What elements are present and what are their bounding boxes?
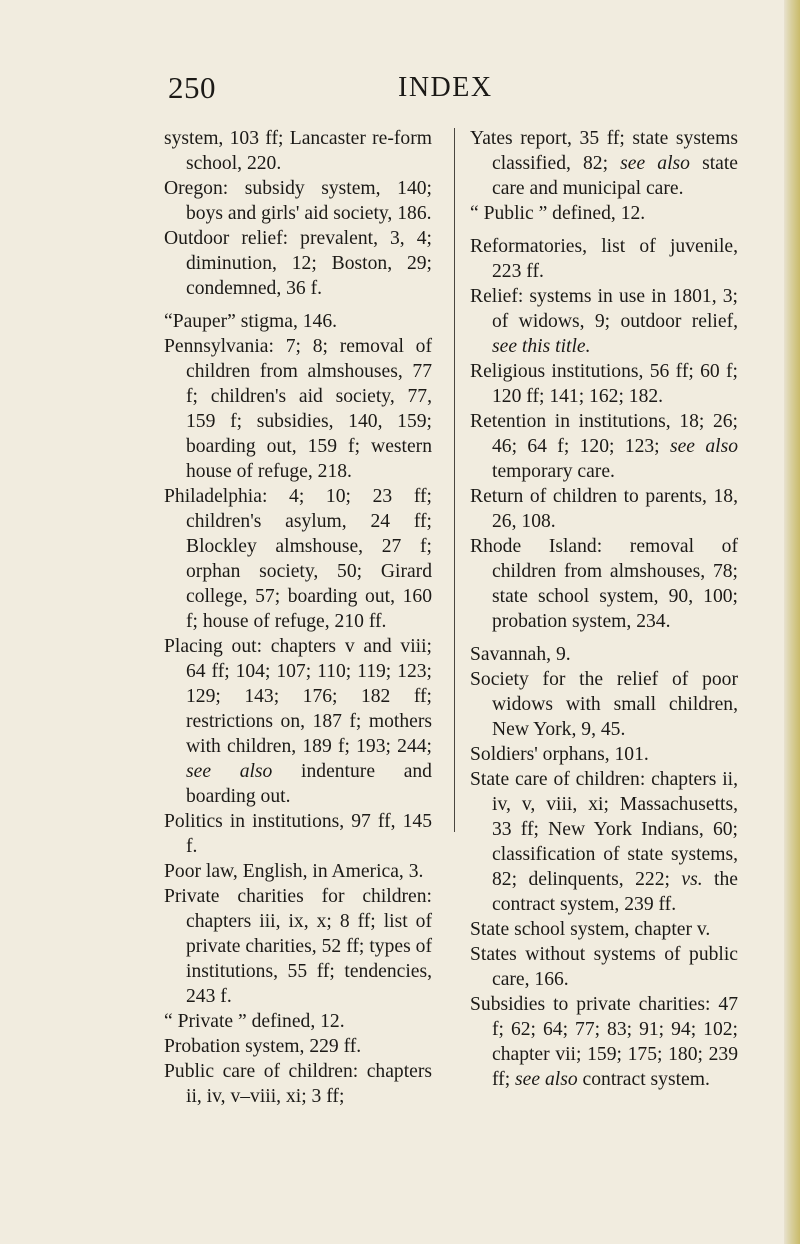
index-entry — [470, 201, 738, 226]
cross-reference-text: see also — [620, 153, 690, 174]
index-entry — [470, 126, 738, 201]
index-entry — [470, 917, 738, 942]
entry-text: Savannah, 9. — [470, 644, 571, 665]
index-entry — [470, 484, 738, 534]
entry-text: Public care of children: chapters ii, iv, v–viii, xi; 3 ff; — [164, 1061, 432, 1107]
entry-text: Politics in institutions, 97 ff, 145 f. — [164, 811, 432, 857]
index-entry — [470, 359, 738, 409]
index-entry — [470, 534, 738, 634]
entry-text: State school system, chapter v. — [470, 919, 711, 940]
entry-text: Probation system, 229 ff. — [164, 1036, 362, 1057]
entry-text: Subsidies to private charities: 47 f; 62; 64; 77; 83; 91; 94; 102; chapter vii; 159; 175; 180; 239 ff; — [470, 994, 738, 1090]
entry-text: system, 103 ff; Lancaster re-form school, 220. — [164, 128, 432, 174]
entry-text: Reformatories, list of juvenile, 223 ff. — [470, 236, 738, 282]
page-header — [0, 66, 800, 106]
running-head-title: INDEX — [398, 72, 493, 103]
page-edge — [784, 0, 800, 1244]
entry-text: Poor law, English, in America, 3. — [164, 861, 424, 882]
entry-text: Yates report, 35 ff; state systems classified, 82; — [470, 128, 738, 174]
entry-text: “Pauper” stigma, 146. — [164, 311, 338, 332]
index-entry — [164, 859, 432, 884]
index-entry — [164, 334, 432, 484]
index-entry — [470, 284, 738, 359]
entry-text: Private charities for children: chapters iii, ix, x; 8 ff; list of private charities, 52 ff; types of institutions, 55 ff; tendencies, 243 f. — [164, 886, 432, 1007]
index-entry — [164, 1009, 432, 1034]
index-entry — [470, 642, 738, 667]
cross-reference-text: see also — [186, 761, 273, 782]
index-entry — [164, 126, 432, 176]
entry-text: States without systems of public care, 166. — [470, 944, 738, 990]
entry-text: State care of children: chapters ii, iv, v, viii, xi; Massachusetts, 33 ff; New York Indians, 60; classification of state systems, 82; delinquents, 222; — [470, 769, 738, 890]
entry-text: Philadelphia: 4; 10; 23 ff; children's asylum, 24 ff; Blockley almshouse, 27 f; orphan society, 50; Girard college, 57; boarding out, 160 f; house of refuge, 210 ff. — [164, 486, 432, 632]
entry-text: Relief: systems in use in 1801, 3; of widows, 9; outdoor relief, — [470, 286, 738, 332]
index-entry — [164, 484, 432, 634]
page-number: 250 — [168, 70, 216, 105]
entry-text: Placing out: chapters v and viii; 64 ff; 104; 107; 110; 119; 123; 129; 143; 176; 182 ff; restrictions on, 187 f; mothers with children, 189 f; 193; 244; — [164, 636, 432, 757]
entry-text: state care and municipal care. — [492, 153, 738, 199]
index-entry — [164, 1034, 432, 1059]
entry-text: Return of children to parents, 18, 26, 108. — [470, 486, 738, 532]
cross-reference-text: see also — [515, 1069, 578, 1090]
index-entry — [470, 767, 738, 917]
entry-text: Soldiers' orphans, 101. — [470, 744, 649, 765]
entry-text: “ Public ” defined, 12. — [470, 203, 646, 224]
index-column-right — [470, 126, 738, 1092]
entry-text: contract system. — [577, 1069, 710, 1090]
entry-text: Outdoor relief: prevalent, 3, 4; diminution, 12; Boston, 29; condemned, 36 f. — [164, 228, 432, 299]
entry-text: Pennsylvania: 7; 8; removal of children from almshouses, 77 f; children's aid society, 77, 159 f; subsidies, 140, 159; boarding out, 159 f; western house of refuge, 218. — [164, 336, 432, 482]
entry-text: the contract system, 239 ff. — [492, 869, 738, 915]
column-divider — [454, 128, 455, 832]
entry-text: “ Private ” defined, 12. — [164, 1011, 345, 1032]
index-entry — [164, 309, 432, 334]
index-entry — [470, 234, 738, 284]
index-entry — [164, 809, 432, 859]
index-entry — [470, 667, 738, 742]
index-entry — [164, 176, 432, 226]
cross-reference-text: see this title. — [492, 336, 591, 357]
index-column-left — [164, 126, 432, 1109]
index-entry — [470, 742, 738, 767]
index-entry — [164, 634, 432, 809]
index-entry — [164, 226, 432, 301]
entry-text: indenture and boarding out. — [186, 761, 432, 807]
entry-text: temporary care. — [492, 461, 615, 482]
index-entry — [164, 884, 432, 1009]
index-entry — [470, 992, 738, 1092]
index-entry — [470, 942, 738, 992]
cross-reference-text: see also — [669, 436, 738, 457]
entry-text: Society for the relief of poor widows with small children, New York, 9, 45. — [470, 669, 738, 740]
cross-reference-text: vs. — [681, 869, 703, 890]
entry-text: Religious institutions, 56 ff; 60 f; 120 ff; 141; 162; 182. — [470, 361, 738, 407]
index-entry — [164, 1059, 432, 1109]
entry-text: Retention in institutions, 18; 26; 46; 64 f; 120; 123; — [470, 411, 738, 457]
entry-text: Rhode Island: removal of children from almshouses, 78; state school system, 90, 100; probation system, 234. — [470, 536, 738, 632]
entry-text: Oregon: subsidy system, 140; boys and girls' aid society, 186. — [164, 178, 432, 224]
index-entry — [470, 409, 738, 484]
